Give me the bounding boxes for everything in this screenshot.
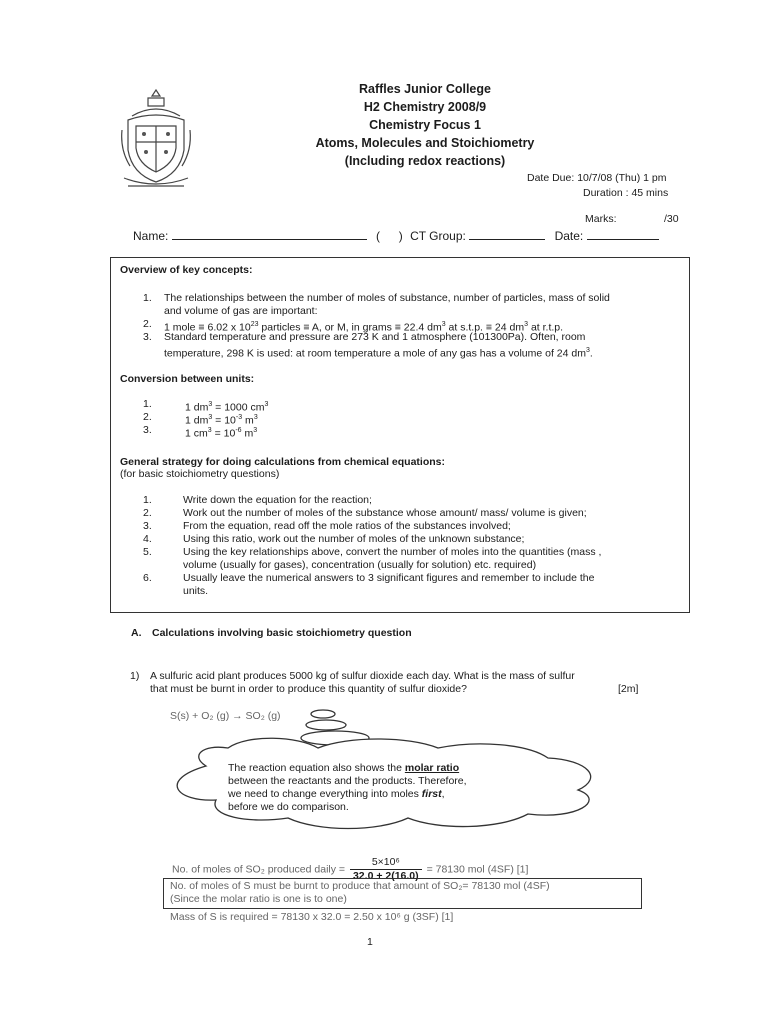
fraction-denominator: 32.0 + 2(16.0) xyxy=(352,870,419,882)
date-label: Date: xyxy=(554,229,584,243)
conversion-list xyxy=(143,398,443,440)
overview-heading: Overview of key concepts: xyxy=(120,264,253,276)
molar-ratio-emphasis: molar ratio xyxy=(404,762,460,774)
name-row xyxy=(133,228,678,243)
ct-group-label: CT Group: xyxy=(410,229,466,243)
question-text: A sulfuric acid plant produces 5000 kg of sulfur dioxide each day. What is the mass of sulfur that must be burnt in order to produce this quantity of sulfur dioxide? xyxy=(150,670,575,695)
list-item: 2. Work out the number of moles of the substance whose amount/ mass/ volume is given; xyxy=(143,507,587,519)
name-field[interactable] xyxy=(172,228,367,240)
section-a-title: Calculations involving basic stoichiometry question xyxy=(152,627,412,639)
title-block xyxy=(280,80,570,170)
marks-total: /30 xyxy=(664,213,679,225)
list-item: 1. Write down the equation for the reaction; xyxy=(143,494,372,506)
first-emphasis: first xyxy=(421,788,442,800)
marks-label: Marks: xyxy=(585,213,617,225)
reaction-equation: S(s) + O₂ (g) → SO₂ (g) xyxy=(170,710,281,722)
page-number: 1 xyxy=(367,936,373,948)
boxed-answer: No. of moles of S must be burnt to produce that amount of SO₂= 78130 mol (4SF) (Since the molar ratio is one is to one) xyxy=(170,880,550,905)
conversion-heading: Conversion between units: xyxy=(120,373,255,385)
class-index-close-paren: ) xyxy=(398,229,403,243)
moles-so2-line: No. of moles of SO₂ produced daily = $\frac{\text{5×10⁶}}{32.0 + 2(16.0)}$ = 78130 mol (4SF) [1] xyxy=(172,856,529,882)
list-item: 3. From the equation, read off the mole ratios of the substances involved; xyxy=(143,520,511,532)
list-item: 4. Using this ratio, work out the number of moles of the unknown substance; xyxy=(143,533,525,545)
date-due: Date Due: 10/7/08 (Thu) 1 pm xyxy=(527,172,667,184)
ct-group-field[interactable] xyxy=(469,228,545,240)
subtopic-title: (Including redox reactions) xyxy=(344,154,506,168)
question-number: 1) xyxy=(130,670,140,682)
list-item: 6. Usually leave the numerical answers to 3 significant figures and remember to include the units. xyxy=(143,572,595,597)
college-name: Raffles Junior College xyxy=(359,82,491,96)
list-item: 3. Standard temperature and pressure are 273 K and 1 atmosphere (101300Pa). Often, room temperature, 298 K is used: at room temperature a mole of any gas has a volume of 24 $dm^3$. xyxy=(143,331,593,360)
mass-line: Mass of S is required = 78130 x 32.0 = 2.50 x 10⁶ g (3SF) [1] xyxy=(170,911,454,923)
course-title: H2 Chemistry 2008/9 xyxy=(363,100,487,114)
duration: Duration : 45 mins xyxy=(583,187,669,199)
class-index-open-paren: ( xyxy=(376,229,381,243)
date-field[interactable] xyxy=(587,228,659,240)
list-item: 1. The relationships between the number of moles of substance, number of particles, mass of solid and volume of gas are important: xyxy=(143,292,610,317)
list-item: 2. 1 $dm^3 = 10^{-3}$ $m^3$ xyxy=(143,411,258,427)
class-index-field[interactable] xyxy=(383,229,395,240)
list-item: 1. 1 $dm^3 = 1000$ $cm^3$ xyxy=(143,398,269,414)
strategy-heading: General strategy for doing calculations from chemical equations: xyxy=(120,456,445,468)
topic-title: Atoms, Molecules and Stoichiometry xyxy=(315,136,535,150)
strategy-subheading: (for basic stoichiometry questions) xyxy=(120,468,280,480)
overview-list xyxy=(143,292,683,360)
thought-bubble-text: The reaction equation also shows the molar ratio between the reactants and the products. Therefore, we need to change everything into moles first, before we do comparison. xyxy=(228,762,467,813)
list-item: 5. Using the key relationships above, convert the number of moles into the quantities (mass , volume (usually for gases), concentration (usually for solution) etc. required) xyxy=(143,546,602,571)
name-label: Name: xyxy=(133,229,169,243)
question-marks: [2m] xyxy=(618,683,639,695)
focus-title: Chemistry Focus 1 xyxy=(369,118,481,132)
section-a-label: A. xyxy=(131,627,142,639)
strategy-list xyxy=(143,494,683,598)
list-item: 3. 1 $cm^3 = 10^{-6}$ $m^3$ xyxy=(143,424,258,440)
list-item: 2. 1 mole ≡ 6.02 x $10^{23}$ particles ≡ A, or M, in grams ≡ 22.4 $dm^3$ at s.t.p. ≡ 24 $dm^3$ at r.t.p. xyxy=(143,318,564,334)
fraction-numerator: 5×10⁶ xyxy=(350,856,422,870)
college-crest-logo xyxy=(118,86,194,194)
